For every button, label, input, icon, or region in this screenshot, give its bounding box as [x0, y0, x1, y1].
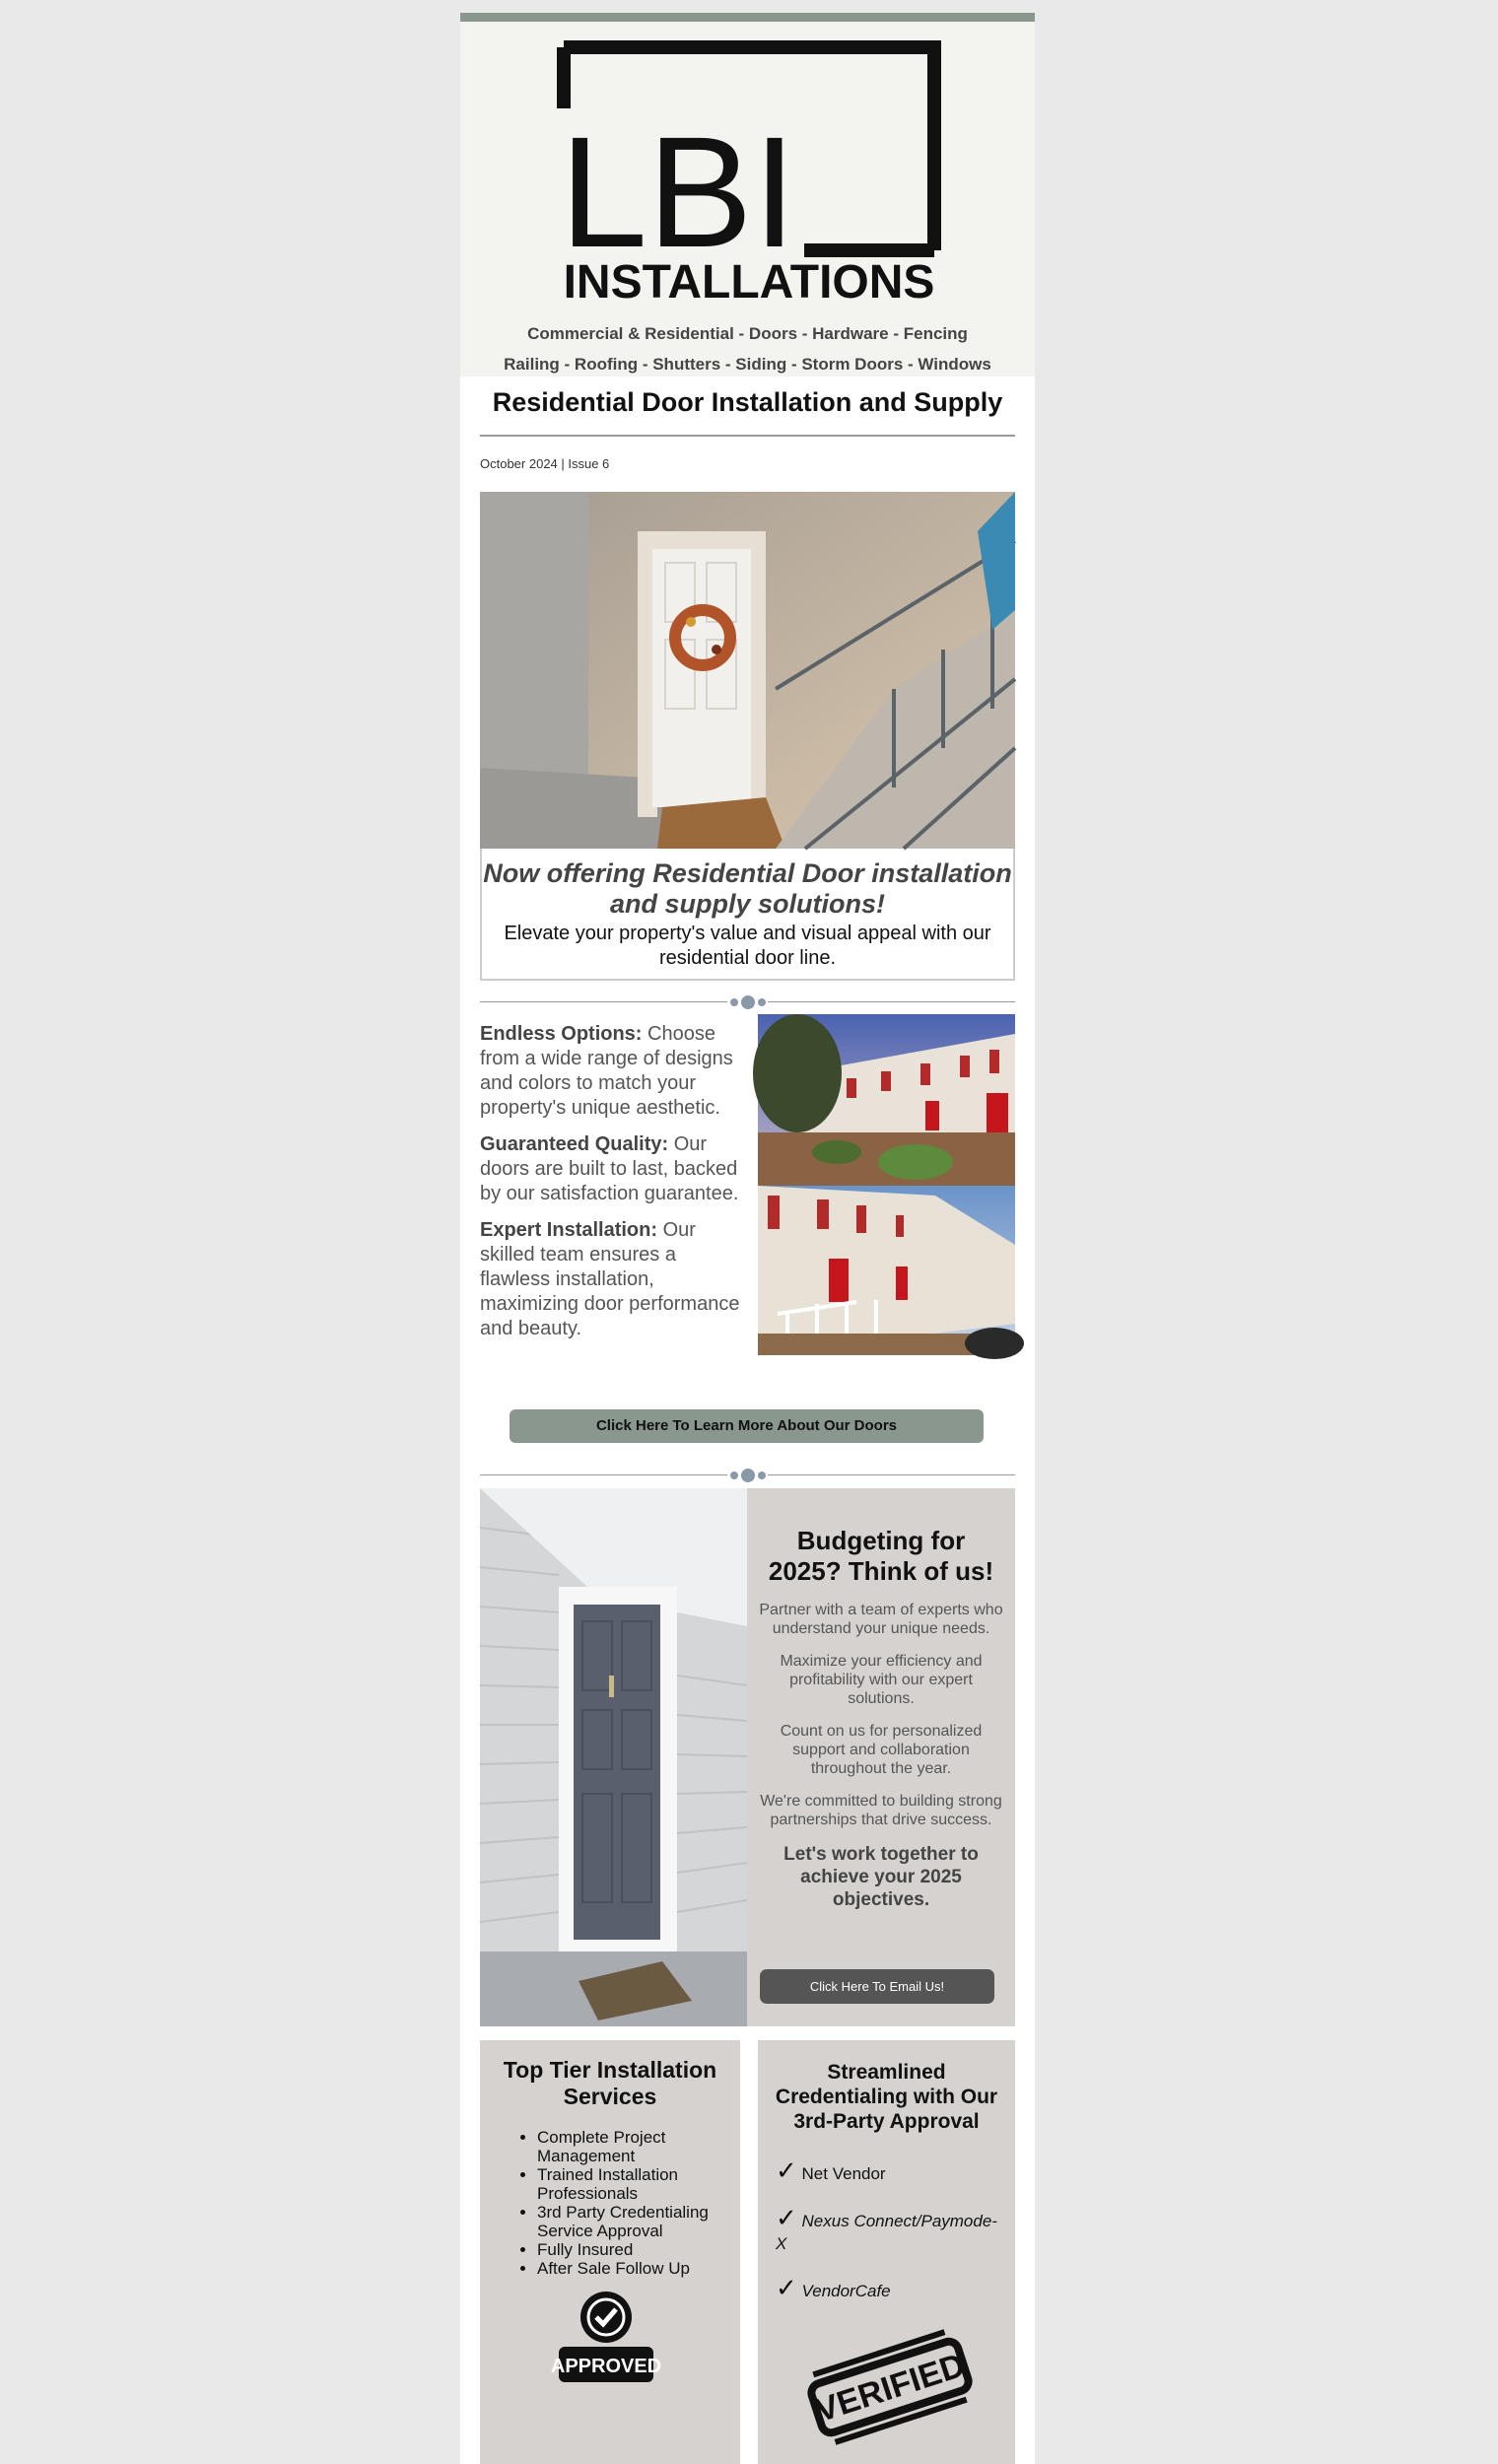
budget-paragraph: We're committed to building strong partnerships that drive success. — [760, 1793, 1002, 1828]
credentialing-card-heading: Streamlined Credentialing with Our 3rd-Party Approval — [775, 2061, 998, 2133]
vendor-item: ✓ VendorCafe — [776, 2273, 891, 2302]
ornament-divider — [480, 1469, 1015, 1482]
feature-endless-options: Endless Options: Choose from a wide range of designs and colors to match your property's unique aesthetic. — [480, 1023, 733, 1119]
vendor-check-list — [776, 2156, 1015, 2302]
title-divider — [480, 435, 1015, 437]
budget-heading: Budgeting for 2025? Think of us! — [768, 1526, 994, 1586]
list-item: • Fully Insured — [537, 2240, 715, 2259]
learn-more-doors-button[interactable]: Click Here To Learn More About Our Doors — [510, 1409, 984, 1443]
issue-date: October 2024 | Issue 6 — [480, 456, 610, 471]
services-list — [537, 2128, 715, 2278]
townhouse-image-2 — [758, 1186, 1015, 1355]
townhouse-image-1 — [758, 1014, 1015, 1186]
budget-panel — [747, 1488, 1015, 2026]
list-item: • After Sale Follow Up — [537, 2259, 715, 2278]
feature-expert-installation: Expert Installation: Our skilled team ensures a flawless installation, maximizing door performance and beauty. — [480, 1219, 740, 1339]
logo-letters: LBI — [560, 103, 797, 280]
vendor-item: ✓ Net Vendor — [776, 2156, 886, 2185]
list-item: • Complete Project Management — [537, 2128, 715, 2165]
hero-image-stairwell-door — [480, 492, 1015, 849]
services-line-2: Railing - Roofing - Shutters - Siding - Storm Doors - Windows — [504, 355, 991, 374]
budget-closing: Let's work together to achieve your 2025 objectives. — [783, 1844, 979, 1910]
hero-text: Elevate your property's value and visual appeal with our residential door line. — [504, 923, 991, 969]
svg-text:VERIFIED: VERIFIED — [810, 2346, 970, 2430]
budget-paragraph: Maximize your efficiency and profitability with our expert solutions. — [780, 1653, 983, 1707]
email-us-button[interactable]: Click Here To Email Us! — [760, 1969, 994, 2004]
feature-list — [480, 1022, 744, 1353]
credentialing-card — [758, 2040, 1015, 2464]
installation-services-card — [480, 2040, 740, 2464]
budget-paragraph: Count on us for personalized support and collaboration throughout the year. — [780, 1723, 983, 1777]
vendor-item: ✓ Nexus Connect/Paymode-X — [776, 2203, 997, 2253]
front-door-image — [480, 1488, 747, 2026]
header — [460, 22, 1035, 376]
list-item: • 3rd Party Credentialing Service Approval — [537, 2203, 715, 2240]
hero-heading: Now offering Residential Door installation and supply solutions! — [483, 858, 1012, 919]
accent-top-bar — [460, 13, 1035, 22]
budget-paragraph: Partner with a team of experts who understand your unique needs. — [759, 1602, 1003, 1637]
services-line-1: Commercial & Residential - Doors - Hardware - Fencing — [527, 324, 968, 343]
approved-badge-icon — [550, 2290, 662, 2388]
check-icon: ✓ — [776, 2273, 797, 2302]
services-card-heading: Top Tier Installation Services — [503, 2057, 717, 2109]
newsletter-email — [460, 13, 1035, 2464]
verified-stamp-icon — [801, 2338, 979, 2436]
lbi-logo — [556, 39, 942, 308]
logo-text: INSTALLATIONS — [563, 256, 935, 308]
svg-text:APPROVED: APPROVED — [550, 2356, 662, 2377]
hero-caption-box — [480, 849, 1015, 981]
list-item: • Trained Installation Professionals — [537, 2165, 715, 2203]
check-icon: ✓ — [776, 2203, 797, 2232]
newsletter-title: Residential Door Installation and Supply — [492, 387, 1003, 417]
ornament-divider — [480, 995, 1015, 1009]
check-icon: ✓ — [776, 2156, 797, 2185]
feature-guaranteed-quality: Guaranteed Quality: Our doors are built to last, backed by our satisfaction guarantee. — [480, 1133, 739, 1204]
